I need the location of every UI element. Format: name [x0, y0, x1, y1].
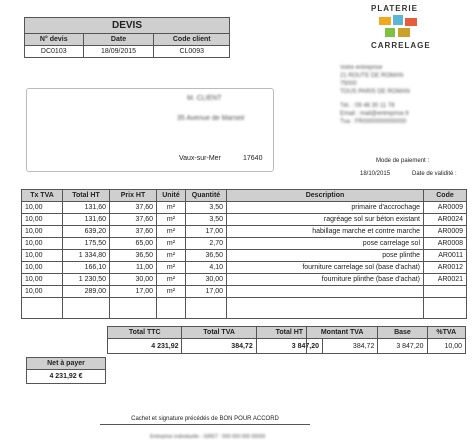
- cell-price: 17,00: [110, 286, 157, 298]
- montant-tva-header: Montant TVA: [307, 327, 378, 339]
- client-address: 35 Avenue de Marseil: [177, 115, 245, 122]
- cell-total: 175,50: [63, 238, 110, 250]
- logo-tile: [398, 28, 410, 37]
- client-postal: 17640: [243, 155, 263, 162]
- company-line: 21 ROUTE DE ROMAN: [340, 73, 404, 79]
- cell-description: pose carrelage sol: [227, 238, 424, 250]
- cell-code: [424, 286, 467, 298]
- cell-code: AR0009: [424, 226, 467, 238]
- table-filler-row: [22, 298, 467, 319]
- total-ttc-value: 4 231,92: [108, 339, 182, 354]
- pct-tva-header: %TVA: [427, 327, 465, 339]
- cell-unit: m²: [157, 214, 186, 226]
- pct-tva-value: 10,00: [427, 339, 465, 354]
- validity-label: Date de validité :: [412, 171, 457, 177]
- company-line: 75000: [340, 81, 357, 87]
- total-ht-header: Total HT: [256, 327, 322, 339]
- net-to-pay-label: Net à payer: [27, 358, 106, 370]
- company-logo: [371, 4, 441, 60]
- devis-title: DEVIS: [25, 18, 230, 34]
- cell-tva: 10,00: [22, 274, 63, 286]
- cell-unit: m²: [157, 286, 186, 298]
- cell-description: habillage marche et contre marche: [227, 226, 424, 238]
- cell-unit: m²: [157, 226, 186, 238]
- logo-tile: [385, 28, 395, 37]
- total-ht-value: 3 847,20: [256, 339, 322, 354]
- cell-code: AR0009: [424, 202, 467, 214]
- cell-qty: 3,50: [186, 214, 227, 226]
- cell-unit: m²: [157, 238, 186, 250]
- cell-price: 37,60: [110, 226, 157, 238]
- devis-date: 18/09/2015: [83, 46, 154, 58]
- cell-description: [227, 286, 424, 298]
- items-table: [21, 189, 467, 319]
- montant-tva-value: 384,72: [307, 339, 378, 354]
- cell-price: 30,00: [110, 274, 157, 286]
- total-tva-value: 384,72: [182, 339, 256, 354]
- cell-qty: 17,00: [186, 286, 227, 298]
- base-header: Base: [378, 327, 427, 339]
- cell-qty: 3,50: [186, 202, 227, 214]
- devis-client-header: Code client: [154, 34, 230, 46]
- cell-code: AR0011: [424, 250, 467, 262]
- cell-code: AR0024: [424, 214, 467, 226]
- table-row: [22, 214, 467, 226]
- cell-code: AR0008: [424, 238, 467, 250]
- payment-mode-label: Mode de paiement :: [376, 158, 430, 164]
- company-line: Email : mail@entreprise.fr: [340, 111, 410, 117]
- company-line: Tél. : 09 46 30 11 78: [340, 103, 395, 109]
- col-unit-header: Unité: [157, 190, 186, 202]
- col-total-header: Total HT: [63, 190, 110, 202]
- legal-footer: Entreprise individuelle - SIRET : 000 000 000 00000: [150, 434, 266, 440]
- logo-tile: [393, 15, 403, 25]
- cell-total: 131,60: [63, 214, 110, 226]
- cell-total: 289,00: [63, 286, 110, 298]
- cell-tva: 10,00: [22, 226, 63, 238]
- company-line: Votre entreprise: [340, 65, 383, 71]
- table-row: [22, 226, 467, 238]
- devis-box: [24, 17, 230, 58]
- cell-price: 65,00: [110, 238, 157, 250]
- total-ttc-header: Total TTC: [108, 327, 182, 339]
- cell-code: AR0021: [424, 274, 467, 286]
- cell-total: 131,60: [63, 202, 110, 214]
- cell-description: pose plinthe: [227, 250, 424, 262]
- table-row: [22, 202, 467, 214]
- cell-total: 1 230,50: [63, 274, 110, 286]
- net-to-pay-value: 4 231,92 €: [27, 370, 106, 384]
- cell-total: 639,20: [63, 226, 110, 238]
- devis-client-code: CL0093: [154, 46, 230, 58]
- col-code-header: Code: [424, 190, 467, 202]
- table-row: [22, 274, 467, 286]
- cell-description: fourniture carrelage sol (base d'achat): [227, 262, 424, 274]
- company-line: Tva : FR0000000000000: [340, 119, 407, 125]
- logo-tiles: [371, 13, 441, 41]
- devis-number-header: N° devis: [25, 34, 84, 46]
- cell-qty: 17,00: [186, 226, 227, 238]
- cell-unit: m²: [157, 250, 186, 262]
- cell-price: 36,50: [110, 250, 157, 262]
- table-row: [22, 238, 467, 250]
- cell-tva: 10,00: [22, 286, 63, 298]
- cell-code: AR0012: [424, 262, 467, 274]
- company-line: TOUS PARIS DE ROMAN: [340, 89, 410, 95]
- total-tva-header: Total TVA: [182, 327, 256, 339]
- cell-tva: 10,00: [22, 214, 63, 226]
- col-price-header: Prix HT: [110, 190, 157, 202]
- cell-total: 166,10: [63, 262, 110, 274]
- cell-price: 37,60: [110, 202, 157, 214]
- cell-price: 37,60: [110, 214, 157, 226]
- cell-qty: 2,70: [186, 238, 227, 250]
- cell-qty: 30,00: [186, 274, 227, 286]
- devis-number: DC0103: [25, 46, 84, 58]
- base-value: 3 847,20: [378, 339, 427, 354]
- client-name: M. CLIENT: [187, 95, 222, 102]
- client-box: [26, 88, 274, 172]
- totals-table: [107, 326, 323, 354]
- table-row: [22, 250, 467, 262]
- cell-unit: m²: [157, 262, 186, 274]
- logo-tile: [405, 18, 417, 26]
- cell-tva: 10,00: [22, 238, 63, 250]
- table-row: [22, 262, 467, 274]
- devis-date-header: Date: [83, 34, 154, 46]
- cell-unit: m²: [157, 274, 186, 286]
- table-row: [22, 286, 467, 298]
- cell-description: fourniture plinthe (base d'achat): [227, 274, 424, 286]
- signature-note: Cachet et signature précédés de BON POUR ACCORD: [100, 416, 310, 425]
- cell-tva: 10,00: [22, 202, 63, 214]
- cell-qty: 36,50: [186, 250, 227, 262]
- logo-line2: CARRELAGE: [371, 41, 431, 50]
- tva-breakdown-table: [306, 326, 466, 354]
- col-tva-header: Tx TVA: [22, 190, 63, 202]
- cell-description: ragréage sol sur béton existant: [227, 214, 424, 226]
- logo-tile: [379, 17, 391, 25]
- cell-tva: 10,00: [22, 250, 63, 262]
- cell-total: 1 334,80: [63, 250, 110, 262]
- cell-tva: 10,00: [22, 262, 63, 274]
- client-city: Vaux-sur-Mer: [179, 155, 221, 162]
- cell-unit: m²: [157, 202, 186, 214]
- company-info: [340, 64, 450, 126]
- cell-qty: 4,10: [186, 262, 227, 274]
- cell-description: primaire d'accrochage: [227, 202, 424, 214]
- cell-price: 11,00: [110, 262, 157, 274]
- col-qty-header: Quantité: [186, 190, 227, 202]
- net-to-pay-box: [26, 357, 106, 384]
- col-description-header: Description: [227, 190, 424, 202]
- validity-value: 18/10/2015: [360, 171, 391, 177]
- logo-line1: PLATERIE: [371, 4, 418, 13]
